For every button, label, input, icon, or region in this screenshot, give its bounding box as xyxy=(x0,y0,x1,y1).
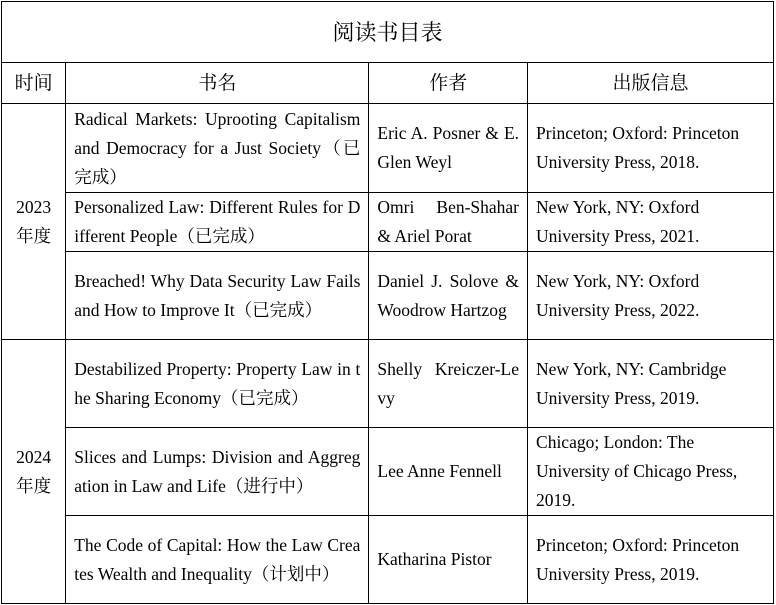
author: Shelly Kreiczer-Levy xyxy=(369,340,528,428)
table-row xyxy=(2,516,774,604)
author: Katharina Pistor xyxy=(369,516,528,604)
publication-info: New York, NY: Cambridge University Press, 2019. xyxy=(528,340,774,428)
author: Eric A. Posner & E. Glen Weyl xyxy=(369,104,528,193)
author: Omri Ben-Shahar & Ariel Porat xyxy=(369,193,528,252)
publication-info: Princeton; Oxford: Princeton University Press, 2019. xyxy=(528,516,774,604)
table-title: 阅读书目表 xyxy=(2,2,774,63)
publication-info: Chicago; London: The University of Chicago Press, 2019. xyxy=(528,428,774,516)
publication-info: New York, NY: Oxford University Press, 2022. xyxy=(528,252,774,340)
author: Daniel J. Solove & Woodrow Hartzog xyxy=(369,252,528,340)
header-publication: 出版信息 xyxy=(528,63,774,104)
header-author: 作者 xyxy=(369,63,528,104)
book-title: Destabilized Property: Property Law in the Sharing Economy（已完成） xyxy=(66,340,369,428)
header-time: 时间 xyxy=(2,63,66,104)
reading-list-table xyxy=(1,1,774,604)
header-row xyxy=(2,63,774,104)
book-title: The Code of Capital: How the Law Creates Wealth and Inequality（计划中） xyxy=(66,516,369,604)
book-title: Slices and Lumps: Division and Aggregation in Law and Life（进行中） xyxy=(66,428,369,516)
publication-info: New York, NY: Oxford University Press, 2021. xyxy=(528,193,774,252)
table-row xyxy=(2,252,774,340)
table-row xyxy=(2,340,774,428)
book-title: Personalized Law: Different Rules for Different People（已完成） xyxy=(66,193,369,252)
title-row xyxy=(2,2,774,63)
table-row xyxy=(2,428,774,516)
book-title: Radical Markets: Uprooting Capitalism and Democracy for a Just Society（已完成） xyxy=(66,104,369,193)
table-row xyxy=(2,193,774,252)
header-book-title: 书名 xyxy=(66,63,369,104)
publication-info: Princeton; Oxford: Princeton University Press, 2018. xyxy=(528,104,774,193)
table-row xyxy=(2,104,774,193)
author: Lee Anne Fennell xyxy=(369,428,528,516)
year-cell-2023: 2023年度 xyxy=(2,104,66,340)
book-title: Breached! Why Data Security Law Fails and How to Improve It（已完成） xyxy=(66,252,369,340)
year-cell-2024: 2024年度 xyxy=(2,340,66,604)
